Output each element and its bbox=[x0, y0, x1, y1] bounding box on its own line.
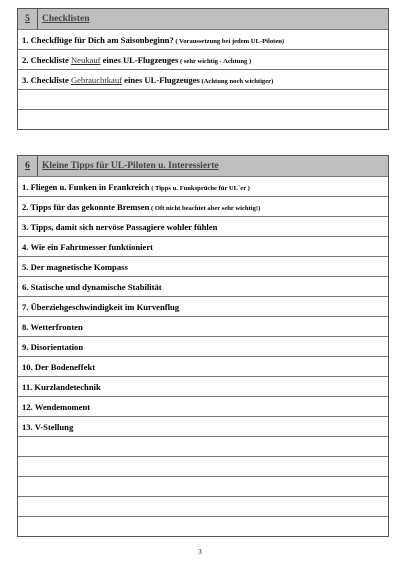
item-text: 2. Tipps für das gekonnte Bremsen bbox=[22, 201, 150, 212]
page-number: 3 bbox=[198, 548, 202, 556]
item-text: 12. Wendemoment bbox=[22, 401, 91, 412]
list-item bbox=[18, 49, 388, 69]
empty-row bbox=[18, 436, 388, 456]
list-item bbox=[18, 236, 388, 256]
section-5-header bbox=[18, 9, 388, 29]
item-text: 3. Checkliste bbox=[22, 74, 71, 85]
item-text: 5. Der magnetische Kompass bbox=[22, 261, 128, 272]
section-6-title: Kleine Tipps für UL-Piloten u. Interessierte bbox=[42, 161, 219, 171]
gebrauchtkauf-link[interactable]: Gebrauchtkauf bbox=[70, 74, 122, 85]
item-text: 10. Der Bodeneffekt bbox=[22, 361, 96, 372]
empty-row bbox=[18, 109, 388, 129]
list-item bbox=[18, 416, 388, 436]
list-item bbox=[18, 29, 388, 49]
list-item bbox=[18, 396, 388, 416]
item-text: 9. Disorientation bbox=[22, 341, 84, 352]
list-item bbox=[18, 376, 388, 396]
item-note: ( Tipps u. Funksprüche für UL`er ) bbox=[149, 184, 250, 192]
item-text: 13. V-Stellung bbox=[22, 421, 74, 432]
item-text: 11. Kurzlandetechnik bbox=[22, 381, 101, 392]
item-note: ( Voraussetzung bei jedem UL-Piloten) bbox=[173, 37, 285, 45]
empty-row bbox=[18, 476, 388, 496]
item-text: eines UL-Flugzeuges bbox=[122, 74, 200, 85]
tipps-table bbox=[17, 155, 389, 537]
list-item bbox=[18, 256, 388, 276]
item-text: 2. Checkliste bbox=[22, 54, 71, 65]
item-text: 4. Wie ein Fahrtmesser funktioniert bbox=[22, 241, 154, 252]
item-text: 1. Fliegen u. Funken in Frankreich bbox=[22, 181, 150, 192]
item-note: ( sehr wichtig - Achtung ) bbox=[178, 57, 252, 65]
item-text: 8. Wetterfronten bbox=[22, 321, 83, 332]
item-note: ( Oft nicht beachtet aber sehr wichtig!) bbox=[149, 204, 261, 212]
list-item bbox=[18, 69, 388, 89]
empty-row bbox=[18, 496, 388, 516]
list-item bbox=[18, 216, 388, 236]
empty-row bbox=[18, 456, 388, 476]
item-text: 7. Überziehgeschwindigkeit im Kurvenflug bbox=[22, 301, 180, 312]
empty-row bbox=[18, 89, 388, 109]
item-note: (Achtung noch wichtiger) bbox=[199, 77, 274, 85]
list-item bbox=[18, 296, 388, 316]
item-text: eines UL-Flugzeuges bbox=[100, 54, 179, 65]
neukauf-link[interactable]: Neukauf bbox=[70, 54, 101, 65]
section-5-title: Checklisten bbox=[42, 14, 90, 24]
checklisten-table bbox=[17, 8, 389, 130]
section-6-header bbox=[18, 156, 388, 176]
item-text: 6. Statische und dynamische Stabilität bbox=[22, 281, 162, 292]
list-item bbox=[18, 276, 388, 296]
section-5-number: 5 bbox=[18, 9, 38, 29]
item-text: 1. Checkflüge für Dich am Saisonbeginn? bbox=[22, 34, 174, 45]
item-text: 3. Tipps, damit sich nervöse Passagiere wohler fühlen bbox=[22, 221, 218, 232]
list-item bbox=[18, 316, 388, 336]
list-item bbox=[18, 356, 388, 376]
section-6-number: 6 bbox=[18, 156, 38, 176]
list-item bbox=[18, 196, 388, 216]
empty-row bbox=[18, 516, 388, 536]
list-item bbox=[18, 176, 388, 196]
list-item bbox=[18, 336, 388, 356]
